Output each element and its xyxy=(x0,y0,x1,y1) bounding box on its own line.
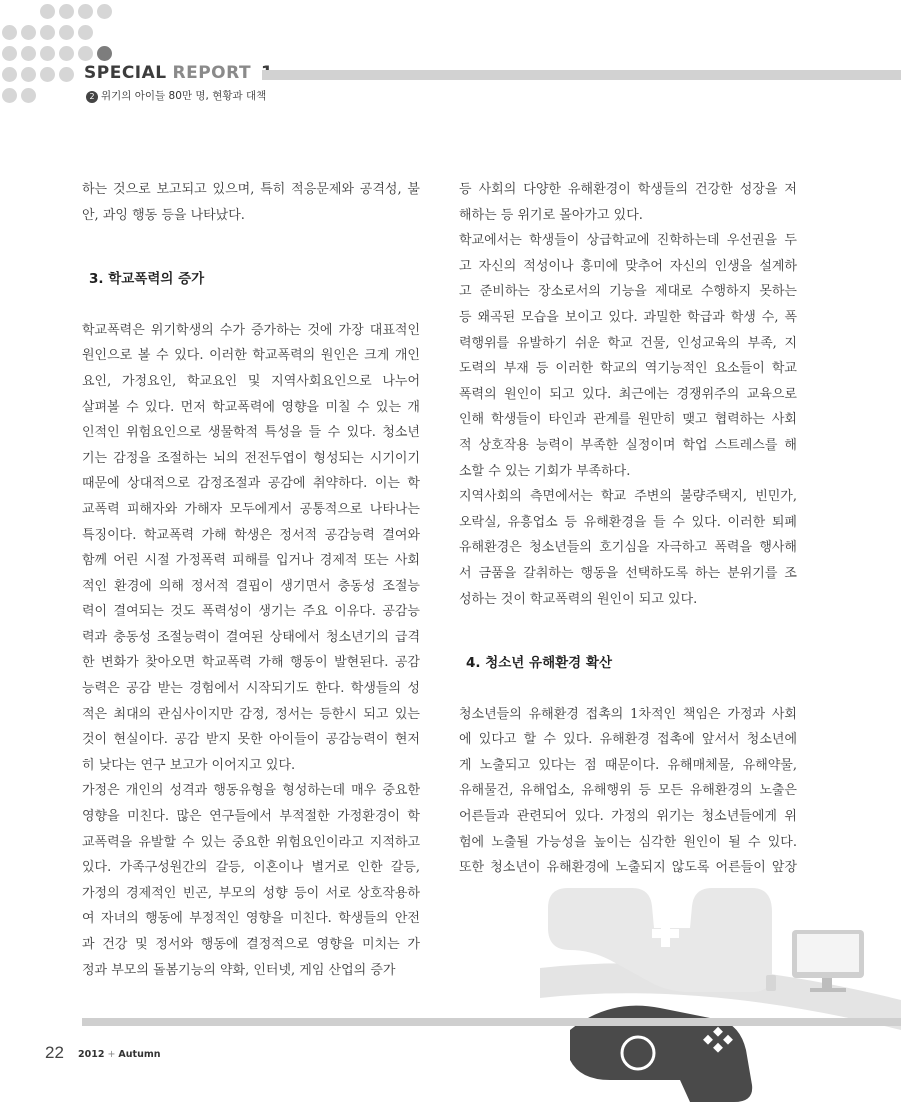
text-line: 때문에 상대적으로 감정조절과 공감에 취약하다. 이는 학 xyxy=(82,476,420,492)
title-report: REPORT xyxy=(172,63,252,83)
decorative-dot xyxy=(40,4,55,19)
section4-body xyxy=(459,702,797,881)
decorative-dot xyxy=(2,88,17,103)
text-line: 인해 학생들이 타인과 관계를 원만히 맺고 협력하는 사회 xyxy=(459,412,797,428)
issue-season: Autumn xyxy=(118,1049,161,1060)
text-line: 것이 현실이다. 공감 받지 못한 아이들이 공감능력이 현저 xyxy=(82,732,420,748)
game-controller-illustration xyxy=(540,880,901,1102)
text-line: 가정은 개인의 성격과 행동유형을 형성하는데 매우 중요한 xyxy=(82,783,420,799)
decorative-dot xyxy=(59,67,74,82)
text-line: 력행위를 유발하기 쉬운 학교 건물, 인성교육의 부족, 지 xyxy=(459,335,797,351)
decorative-dot xyxy=(40,46,55,61)
decorative-dot xyxy=(2,46,17,61)
decorative-dot xyxy=(78,4,93,19)
text-line: 어른들과 관련되어 있다. 가정의 위기는 청소년들에게 위 xyxy=(459,809,797,825)
page-number: 22 xyxy=(45,1043,64,1062)
text-line: 지역사회의 측면에서는 학교 주변의 불량주택지, 빈민가, xyxy=(459,489,797,505)
section-subtitle xyxy=(86,88,266,103)
text-line: 오락실, 유흥업소 등 유해환경을 들 수 있다. 이러한 퇴폐 xyxy=(459,514,797,530)
decorative-dot xyxy=(21,88,36,103)
left-column xyxy=(82,177,420,983)
text-line: 유해물건, 유해업소, 유해행위 등 모든 유해환경의 노출은 xyxy=(459,783,797,799)
text-line: 기는 감정을 조절하는 뇌의 전전두엽이 형성되는 시기이기 xyxy=(82,450,420,466)
text-line: 특징이다. 학교폭력 가해 학생은 정서적 공감능력 결여와 xyxy=(82,527,420,543)
issue-separator: + xyxy=(107,1049,116,1060)
text-line: 하는 것으로 보고되고 있으며, 특히 적응문제와 공격성, 불 xyxy=(82,182,420,197)
text-line: 있다. 가족구성원간의 갈등, 이혼이나 별거로 인한 갈등, xyxy=(82,860,420,876)
decorative-dot xyxy=(40,25,55,40)
intro-paragraph xyxy=(82,177,420,228)
decorative-dot xyxy=(59,4,74,19)
text-line: 한 변화가 찾아오면 학교폭력 가해 행동이 발현된다. 공감 xyxy=(82,655,420,671)
text-line: 또한 청소년이 유해환경에 노출되지 않도록 어른들이 앞장 xyxy=(459,860,797,876)
decorative-dot xyxy=(21,46,36,61)
decorative-dot xyxy=(2,67,17,82)
text-line: 인적인 위험요인으로 생물학적 특성을 들 수 있다. 청소년 xyxy=(82,425,420,441)
text-line: 적 상호작용 능력이 부족한 실정이며 학업 스트레스를 해 xyxy=(459,437,797,453)
decorative-dot xyxy=(97,4,112,19)
text-line: 성하는 것이 학교폭력의 원인이 되고 있다. xyxy=(459,591,698,607)
text-line: 등 사회의 다양한 유해환경이 학생들의 건강한 성장을 저 xyxy=(459,182,797,197)
text-line: 원인으로 볼 수 있다. 이러한 학교폭력의 원인은 크게 개인 xyxy=(82,348,420,364)
text-line: 폭력의 원인이 되고 있다. 최근에는 경쟁위주의 교육으로 xyxy=(459,386,797,402)
decorative-dot xyxy=(21,67,36,82)
text-line: 적은 최대의 관심사이지만 감정, 정서는 등한시 되고 있는 xyxy=(82,706,420,722)
text-line: 능력은 공감 받는 경험에서 시작되기도 한다. 학생들의 성 xyxy=(82,681,420,697)
section3-body xyxy=(82,318,420,983)
text-line: 히 낮다는 연구 보고가 이어지고 있다. xyxy=(82,757,296,773)
decorative-dot xyxy=(21,25,36,40)
footer-rule xyxy=(82,1018,901,1026)
subtitle-number-badge: 2 xyxy=(86,91,98,103)
decorative-dot xyxy=(78,46,93,61)
decorative-dot xyxy=(40,67,55,82)
decorative-dot xyxy=(2,25,17,40)
right-column xyxy=(459,177,797,881)
issue-year: 2012 xyxy=(78,1049,105,1060)
text-line: 에 있다고 할 수 있다. 유해환경 접촉에 앞서서 청소년에 xyxy=(459,732,797,748)
text-line: 력이 결여되는 것도 폭력성이 생기는 주요 이유다. 공감능 xyxy=(82,604,420,620)
decorative-dot xyxy=(78,25,93,40)
text-line: 요인, 가정요인, 학교요인 및 지역사회요인으로 나누어 xyxy=(82,373,420,389)
text-line: 적인 환경에 의해 정서적 결핍이 생기면서 충동성 조절능 xyxy=(82,578,420,594)
text-line: 정과 부모의 돌봄기능의 약화, 인터넷, 게임 산업의 증가 xyxy=(82,962,396,978)
text-line: 함께 어린 시절 가정폭력 피해를 입거나 경제적 또는 사회 xyxy=(82,553,420,569)
header-rule xyxy=(262,70,901,80)
text-line: 교폭력 피해자와 가해자 모두에게서 공통적으로 나타나는 xyxy=(82,501,420,517)
text-line: 가정의 경제적인 빈곤, 부모의 성향 등이 서로 상호작용하 xyxy=(82,885,420,901)
text-line: 과 건강 및 정서와 행동에 결정적으로 영향을 미치는 가 xyxy=(82,937,420,953)
right-paragraphs xyxy=(459,177,797,612)
text-line: 서 금품을 갈취하는 행동을 선택하도록 하는 분위기를 조 xyxy=(459,565,797,581)
section-heading-school-violence: 3. 학교폭력의 증가 xyxy=(89,270,205,287)
text-line: 안, 과잉 행동 등을 나타났다. xyxy=(82,207,245,223)
text-line: 여 자녀의 행동에 부정적인 영향을 미친다. 학생들의 안전 xyxy=(82,911,420,927)
section-title xyxy=(84,63,273,83)
text-line: 유해환경은 청소년들의 호기심을 자극하고 폭력을 행사해 xyxy=(459,540,797,556)
section-heading-harmful-environment: 4. 청소년 유해환경 확산 xyxy=(466,654,612,671)
decorative-dot xyxy=(97,46,112,61)
decorative-dot xyxy=(59,25,74,40)
text-line: 살펴볼 수 있다. 먼저 학교폭력에 영향을 미칠 수 있는 개 xyxy=(82,399,420,415)
text-line: 게 노출되고 있다는 점 때문이다. 유해매체물, 유해약물, xyxy=(459,757,797,773)
text-line: 학교폭력은 위기학생의 수가 증가하는 것에 가장 대표적인 xyxy=(82,322,420,338)
text-line: 험에 노출될 가능성을 높이는 심각한 원인이 될 수 있다. xyxy=(459,834,797,850)
text-line: 도력의 부재 등 이러한 학교의 역기능적인 요소들이 학교 xyxy=(459,361,797,377)
text-line: 교폭력을 유발할 수 있는 중요한 위험요인이라고 지적하고 xyxy=(82,834,420,850)
text-line: 고 준비하는 장소로서의 기능을 제대로 수행하지 못하는 xyxy=(459,284,797,300)
text-line: 영향을 미친다. 많은 연구들에서 부적절한 가정환경이 학 xyxy=(82,809,420,825)
issue-label xyxy=(78,1049,161,1060)
text-line: 등 왜곡된 모습을 보이고 있다. 과밀한 학급과 학생 수, 폭 xyxy=(459,309,797,325)
text-line: 소할 수 있는 기회가 부족하다. xyxy=(459,463,631,479)
text-line: 고 자신의 적성이나 흥미에 맞추어 자신의 인생을 설계하 xyxy=(459,258,797,274)
title-special: SPECIAL xyxy=(84,63,167,83)
text-line: 해하는 등 위기로 몰아가고 있다. xyxy=(459,207,643,223)
subtitle-text: 위기의 아이들 80만 명, 현황과 대책 xyxy=(101,90,267,102)
text-line: 청소년들의 유해환경 접촉의 1차적인 책임은 가정과 사회 xyxy=(459,706,797,722)
text-line: 력과 충동성 조절능력이 결여된 상태에서 청소년기의 급격 xyxy=(82,629,420,645)
text-line: 학교에서는 학생들이 상급학교에 진학하는데 우선권을 두 xyxy=(459,233,797,249)
decorative-dot xyxy=(59,46,74,61)
